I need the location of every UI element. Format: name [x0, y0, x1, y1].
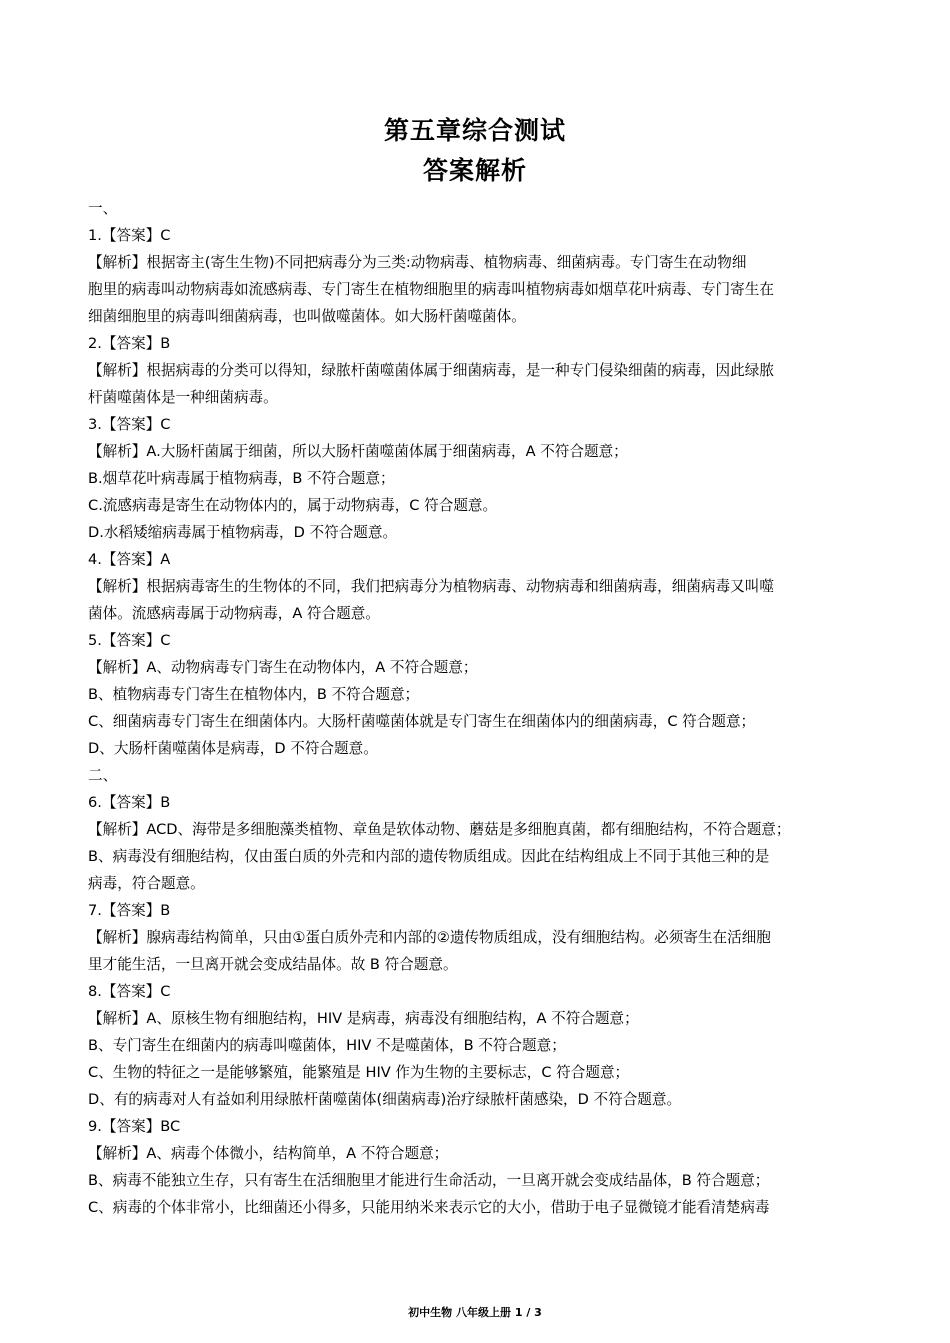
text-line: B、植物病毒专门寄生在植物体内，B 不符合题意；	[88, 686, 420, 703]
page-title: 第五章综合测试	[383, 116, 566, 145]
text-line: 8.【答案】C	[88, 983, 171, 1000]
text-line: 1.【答案】C	[88, 227, 171, 244]
text-line: B、病毒没有细胞结构，仅由蛋白质的外壳和内部的遗传物质组成。因此在结构组成上不同于其他三种的是	[88, 848, 770, 865]
text-line: 【解析】A、原核生物有细胞结构，HIV 是病毒，病毒没有细胞结构，A 不符合题意；	[88, 1010, 639, 1027]
text-line: 【解析】A、动物病毒专门寄生在动物体内，A 不符合题意；	[88, 659, 478, 676]
page-subtitle: 答案解析	[422, 156, 527, 185]
text-line: D、有的病毒对人有益如利用绿脓杆菌噬菌体(细菌病毒)治疗绿脓杆菌感染，D 不符合题意。	[88, 1091, 682, 1108]
text-line: 9.【答案】BC	[88, 1118, 181, 1135]
text-line: 病毒，符合题意。	[88, 875, 205, 892]
text-line: 【解析】ACD、海带是多细胞藻类植物、章鱼是软体动物、蘑菇是多细胞真菌，都有细胞结构，不符合题意；	[88, 821, 791, 838]
text-line: 【解析】A、病毒个体微小，结构简单，A 不符合题意；	[88, 1145, 449, 1162]
text-line: C.流感病毒是寄生在动物体内的，属于动物病毒，C 符合题意。	[88, 497, 498, 514]
text-line: 【解析】根据寄主(寄生生物)不同把病毒分为三类:动物病毒、植物病毒、细菌病毒。专门寄生在动物细	[88, 254, 747, 271]
answer-content	[88, 195, 868, 1221]
text-line: 4.【答案】A	[88, 551, 171, 568]
text-line: 【解析】根据病毒寄生的生物体的不同，我们把病毒分为植物病毒、动物病毒和细菌病毒，细菌病毒又叫噬	[88, 578, 774, 595]
text-line: D.水稻矮缩病毒属于植物病毒，D 不符合题意。	[88, 524, 398, 541]
text-line: 【解析】A.大肠杆菌属于细菌，所以大肠杆菌噬菌体属于细菌病毒，A 不符合题意；	[88, 443, 628, 460]
text-line: B、病毒不能独立生存，只有寄生在活细胞里才能进行生命活动，一旦离开就会变成结晶体，B 符合题意；	[88, 1172, 770, 1189]
text-line: D、大肠杆菌噬菌体是病毒，D 不符合题意。	[88, 740, 378, 757]
text-line: C、细菌病毒专门寄生在细菌体内。大肠杆菌噬菌体就是专门寄生在细菌体内的细菌病毒，C 符合题意；	[88, 713, 756, 730]
text-line: 3.【答案】C	[88, 416, 171, 433]
text-line: 【解析】根据病毒的分类可以得知，绿脓杆菌噬菌体属于细菌病毒，是一种专门侵染细菌的病毒，因此绿脓	[88, 362, 774, 379]
text-line: 细菌细胞里的病毒叫细菌病毒，也叫做噬菌体。如大肠杆菌噬菌体。	[88, 308, 526, 325]
text-line: 7.【答案】B	[88, 902, 171, 919]
text-line: 菌体。流感病毒属于动物病毒，A 符合题意。	[88, 605, 380, 622]
page-footer: 初中生物 八年级上册 1 / 3	[408, 1306, 542, 1319]
text-line: 里才能生活，一旦离开就会变成结晶体。故 B 符合题意。	[88, 956, 458, 973]
text-line: 二、	[88, 767, 118, 784]
text-line: 5.【答案】C	[88, 632, 171, 649]
text-line: 一、	[88, 200, 118, 217]
text-line: 【解析】腺病毒结构简单，只由①蛋白质外壳和内部的②遗传物质组成，没有细胞结构。必须寄生在活细胞	[88, 929, 771, 946]
text-line: 杆菌噬菌体是一种细菌病毒。	[88, 389, 278, 406]
text-line: 2.【答案】B	[88, 335, 171, 352]
text-line: 6.【答案】B	[88, 794, 171, 811]
text-line: 胞里的病毒叫动物病毒如流感病毒、专门寄生在植物细胞里的病毒叫植物病毒如烟草花叶病毒、专门寄生在	[88, 281, 774, 298]
text-line: C、生物的特征之一是能够繁殖，能繁殖是 HIV 作为生物的主要标志，C 符合题意；	[88, 1064, 630, 1081]
text-line: B.烟草花叶病毒属于植物病毒，B 不符合题意；	[88, 470, 395, 487]
text-line: B、专门寄生在细菌内的病毒叫噬菌体，HIV 不是噬菌体，B 不符合题意；	[88, 1037, 566, 1054]
text-line: C、病毒的个体非常小，比细菌还小得多，只能用纳米来表示它的大小，借助于电子显微镜才能看清楚病毒	[88, 1199, 770, 1216]
